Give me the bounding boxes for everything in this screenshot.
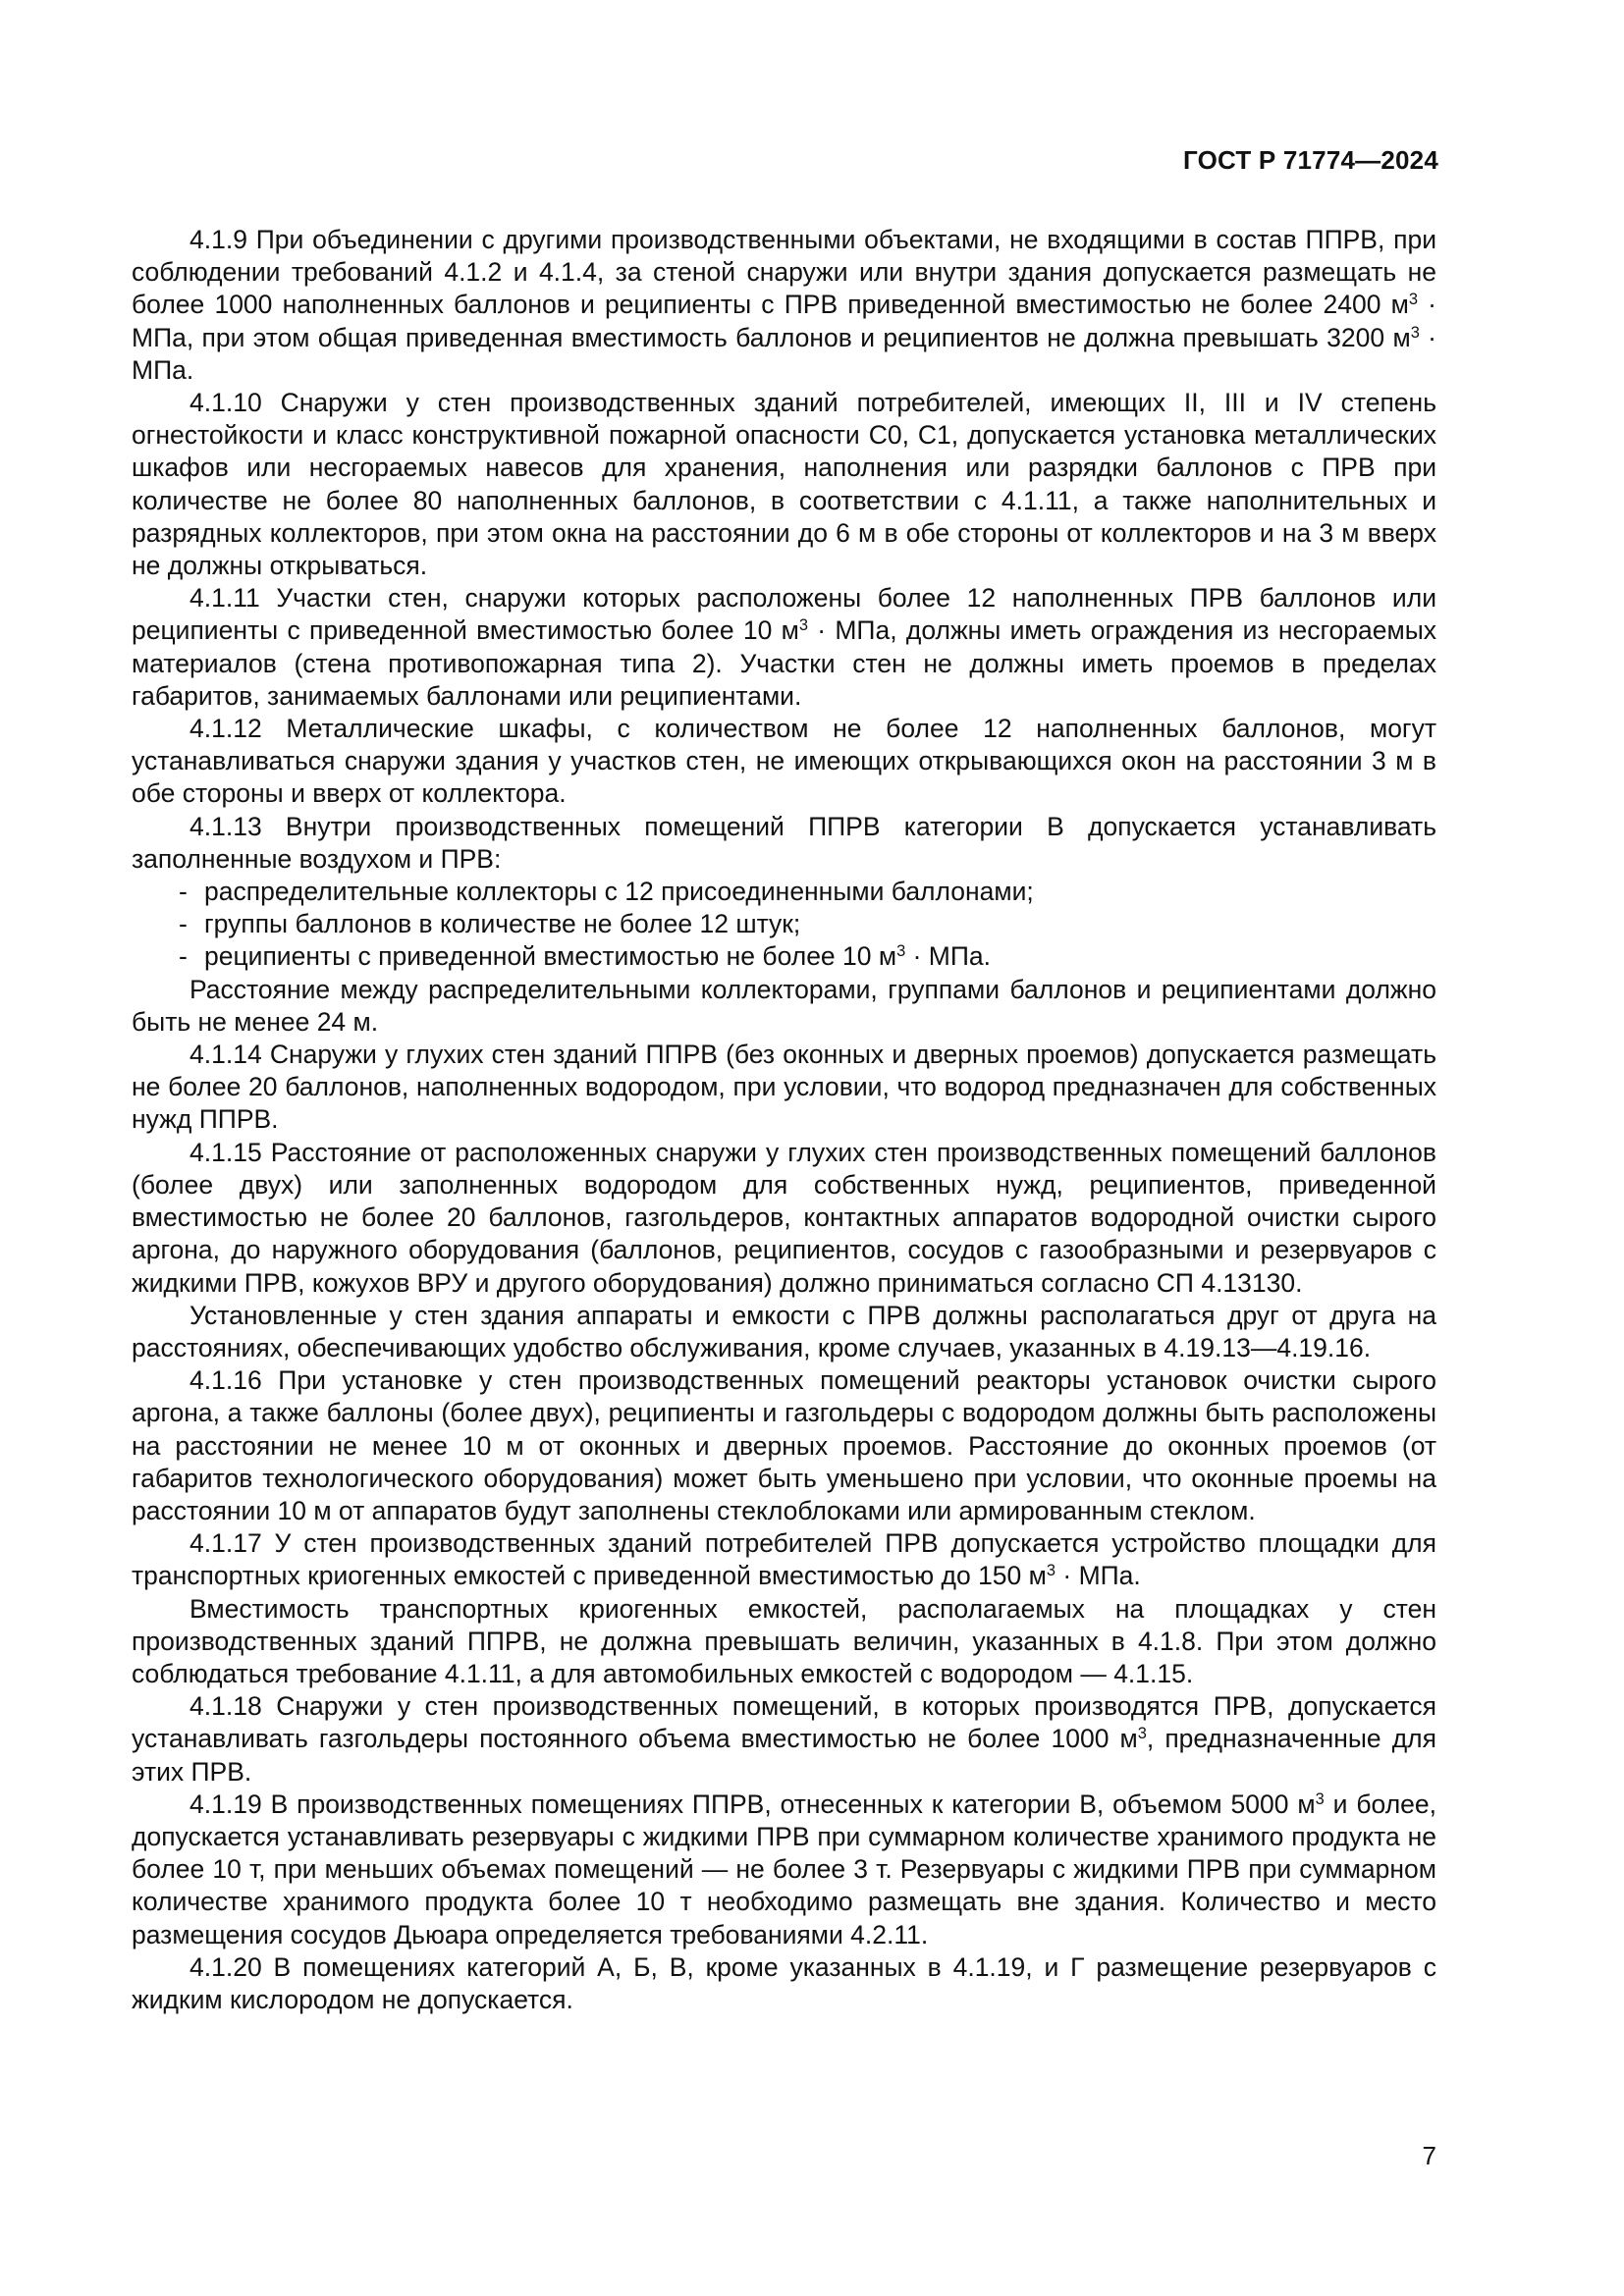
superscript-3: 3 [798, 616, 808, 635]
paragraph-4-1-12: 4.1.12 Металлические шкафы, с количеством не более 12 наполненных баллонов, могут устанавливаться снаружи здания у участков стен, не имеющих открывающихся окон на расстоянии 3 м в обе стороны и вверх от коллектора. [132, 714, 1436, 809]
document-number-header: ГОСТ Р 71774—2024 [1183, 145, 1438, 175]
list-dash: - [179, 909, 188, 939]
paragraph-4-1-9: 4.1.9 При объединении с другими производственными объектами, не входящими в состав ППРВ, при соблюдении требований 4.1.2 и 4.1.4, за стеной снаружи или внутри здания допускается размещать не более 1000 наполненных баллонов и реципиенты с ПРВ приведенной вместимостью не более 2400 $м^3$ · МПа, при этом общая приведенная вместимость баллонов и реципиентов не должна превышать 3200 $м^3$ · МПа. [132, 225, 1437, 385]
superscript-3: 3 [1410, 323, 1420, 342]
superscript-3: 3 [1315, 1789, 1325, 1808]
paragraph-4-1-14: 4.1.14 Снаружи у глухих стен зданий ППРВ (без оконных и дверных проемов) допускается размещать не более 20 баллонов, наполненных водородом, при условии, что водород предназначен для собственных нужд ППРВ. [132, 1040, 1436, 1135]
paragraph-4-1-11: 4.1.11 Участки стен, снаружи которых расположены более 12 наполненных ПРВ баллонов или реципиенты с приведенной вместимостью более 10 $м^3$ · МПа, должны иметь ограждения из несгораемых материалов (стена противопожарная типа 2). Участки стен не должны иметь проемов в пределах габаритов, занимаемых баллонами или реципиентами. [132, 583, 1436, 711]
superscript-3: 3 [1137, 1725, 1147, 1743]
paragraph-4-1-10: 4.1.10 Снаружи у стен производственных зданий потребителей, имеющих II, III и IV степень огнестойкости и класс конструктивной пожарной опасности С0, С1, допускается установка металлических шкафов или несгораемых навесов для хранения, наполнения или разрядки баллонов с ПРВ при количестве не более 80 наполненных баллонов, в соответствии с 4.1.11, а также наполнительных и разрядных коллекторов, при этом окна на расстоянии до 6 м в обе стороны от коллекторов и на 3 м вверх не должны открываться. [132, 388, 1436, 581]
paragraph-4-1-15: 4.1.15 Расстояние от расположенных снаружи у глухих стен производственных помещений баллонов (более двух) или заполненных водородом для собственных нужд, реципиентов, приведенной вместимостью не более 20 баллонов, газгольдеров, контактных аппаратов водородной очистки сырого аргона, до наружного оборудования (баллонов, реципиентов, сосудов с газообразными и резервуаров с жидкими ПРВ, кожухов ВРУ и другого оборудования) должно приниматься согласно СП 4.13130. [132, 1137, 1436, 1298]
superscript-3: 3 [1408, 291, 1418, 309]
paragraph-4-1-17: 4.1.17 У стен производственных зданий потребителей ПРВ допускается устройство площадки для транспортных криогенных емкостей с приведенной вместимостью до 150 $м^3$ · МПа. [132, 1528, 1436, 1591]
paragraph-4-1-16: 4.1.16 При установке у стен производственных помещений реакторы установок очистки сырого аргона, а также баллоны (более двух), реципиенты и газгольдеры с водородом должны быть расположены на расстоянии не менее 10 м от оконных и дверных проемов. Расстояние до оконных проемов (от габаритов технологического оборудования) может быть уменьшено при условии, что оконные проемы на расстоянии 10 м от аппаратов будут заполнены стеклоблоками или армированным стеклом. [132, 1365, 1436, 1525]
page-number: 7 [1422, 2141, 1436, 2170]
paragraph-4-1-18: 4.1.18 Снаружи у стен производственных помещений, в которых производятся ПРВ, допускается устанавливать газгольдеры постоянного объема вместимостью не более 1000 $м^3$, предназначенные для этих ПРВ. [132, 1691, 1436, 1787]
paragraph-distance: Расстояние между распределительными коллекторами, группами баллонов и реципиентами должно быть не менее 24 м. [132, 974, 1436, 1037]
superscript-3: 3 [896, 942, 906, 961]
paragraph-installed: Установленные у стен здания аппараты и емкости с ПРВ должны располагаться друг от друга на расстояниях, обеспечивающих удобство обслуживания, кроме случаев, указанных в 4.19.13—4.19.16. [132, 1300, 1436, 1362]
list-dash: - [179, 941, 188, 972]
paragraph-capacity: Вместимость транспортных криогенных емкостей, располагаемых на площадках у стен производственных зданий ППРВ, не должна превышать величин, указанных в 4.1.8. При этом должно соблюдаться требование 4.1.11, а для автомобильных емкостей с водородом — 4.1.15. [132, 1593, 1436, 1688]
superscript-3: 3 [1046, 1562, 1056, 1580]
list-item: - распределительные коллекторы с 12 присоединенными баллонами; [132, 876, 1436, 908]
paragraph-4-1-20: 4.1.20 В помещениях категорий А, Б, В, кроме указанных в 4.1.19, и Г размещение резервуаров с жидким кислородом не допускается. [132, 1951, 1436, 2014]
list-item: - реципиенты с приведенной вместимостью не более 10 $м^3$ · МПа. [132, 940, 1436, 973]
paragraph-4-1-19: 4.1.19 В производственных помещениях ППРВ, отнесенных к категории В, объемом 5000 $м^3$ и более, допускается устанавливать резервуары с жидкими ПРВ при суммарном количестве хранимого продукта не более 10 т, при меньших объемах помещений — не более 3 т. Резервуары с жидкими ПРВ при суммарном количестве хранимого продукта более 10 т необходимо размещать вне здания. Количество и место размещения сосудов Дьюара определяется требованиями 4.2.11. [132, 1789, 1436, 1949]
document-body [132, 224, 1436, 2016]
list-item: - группы баллонов в количестве не более 12 штук; [132, 908, 1436, 940]
list-dash: - [179, 877, 188, 907]
paragraph-4-1-13: 4.1.13 Внутри производственных помещений ППРВ категории В допускается устанавливать заполненные воздухом и ПРВ: [132, 811, 1436, 874]
